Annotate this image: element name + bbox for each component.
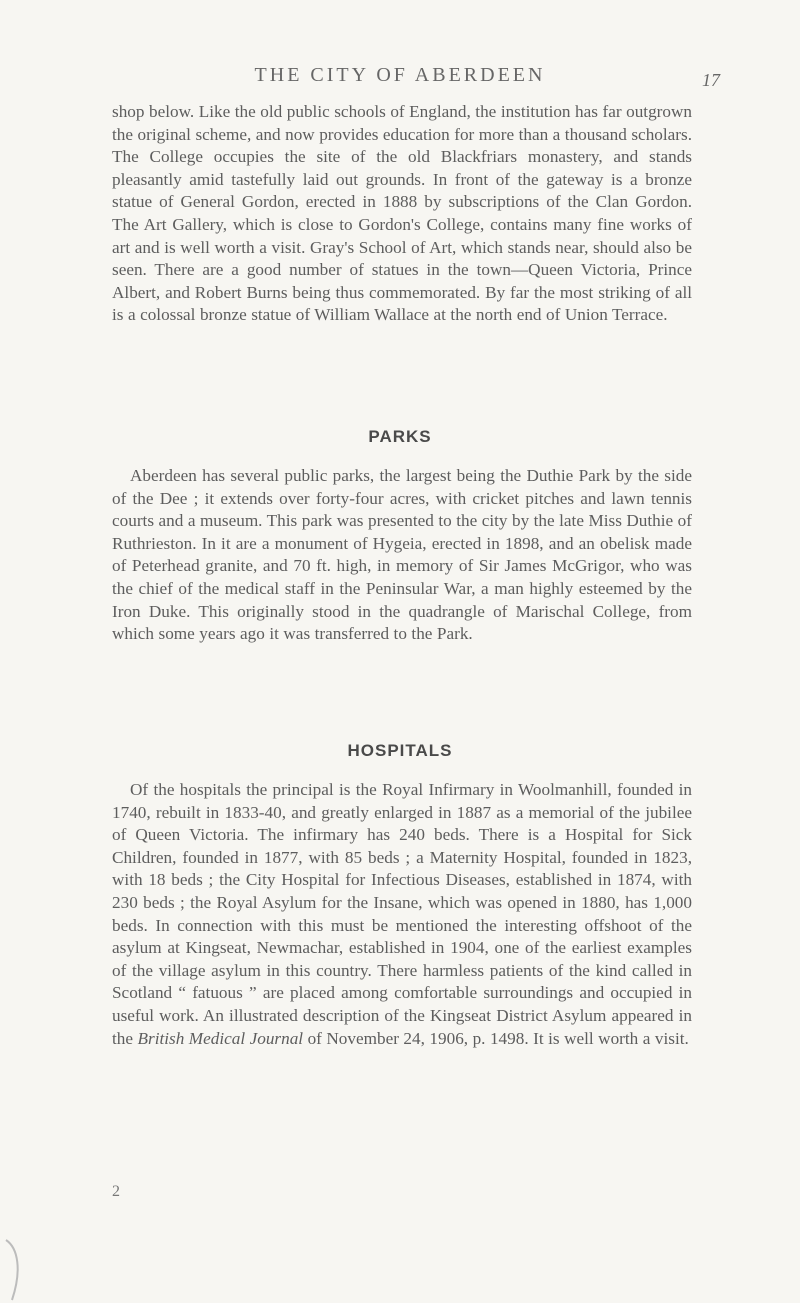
hospitals-heading: HOSPITALS xyxy=(347,741,453,760)
journal-title: British Medical Journal xyxy=(137,1028,304,1048)
hospitals-paragraph-end: of November 24, 1906, p. 1498. It is well worth a visit. xyxy=(303,1028,689,1048)
hospitals-text-block xyxy=(112,779,692,1050)
page-edge-mark xyxy=(0,1230,44,1303)
page-edge-stroke xyxy=(6,1240,18,1300)
page-number: 17 xyxy=(702,70,720,90)
intro-text-block xyxy=(112,101,692,327)
parks-paragraph: Aberdeen has several public parks, the largest being the Duthie Park by the side of the Dee ; it extends over forty-four acres, with cricket pitches and lawn tennis courts and a museum. This park was presented to the city by the late Miss Duthie of Ruthrieston. In it are a monument of Hygeia, erected in 1898, and an obelisk made of Peterhead granite, and 70 ft. high, in memory of Sir James McGrigor, who was the chief of the medical staff in the Peninsular War, a man highly esteemed by the Iron Duke. This originally stood in the quadrangle of Marischal College, from which some years ago it was transferred to the Park. xyxy=(112,466,692,644)
parks-heading: PARKS xyxy=(368,427,432,446)
running-head: THE CITY OF ABERDEEN xyxy=(254,64,546,86)
hospitals-paragraph xyxy=(112,779,692,1050)
intro-paragraph: shop below. Like the old public schools of England, the institution has far outgrown the original scheme, and now provides education for more than a thousand scholars. The College occupies the site of the old Blackfriars monastery, and stands pleasantly amid tastefully laid out grounds. In front of the gateway is a bronze statue of General Gordon, erected in 1888 by subscriptions of the Clan Gordon. The Art Gallery, which is close to Gordon's College, contains many fine works of art and is well worth a visit. Gray's School of Art, which stands near, should also be seen. There are a good number of statues in the town—Queen Victoria, Prince Albert, and Robert Burns being thus commemorated. By far the most striking of all is a colossal bronze statue of William Wallace at the north end of Union Terrace. xyxy=(112,102,692,325)
hospitals-paragraph-start: Of the hospitals the principal is the Royal Infirmary in Woolmanhill, founded in 1740, rebuilt in 1833-40, and greatly enlarged in 1887 as a memorial of the jubilee of Queen Victoria. The infirmary has 240 beds. There is a Hospital for Sick Children, founded in 1877, with 85 beds ; a Maternity Hospital, founded in 1823, with 18 beds ; the City Hospital for Infectious Diseases, established in 1874, with 230 beds ; the Royal Asylum for the Insane, which was opened in 1880, has 1,000 beds. In connection with this must be mentioned the interesting offshoot of the asylum at Kingseat, Newmachar, established in 1904, one of the earliest examples of the village asylum in this country. There harmless patients of the kind called in Scotland “ fatuous ” are placed among comfortable surroundings and occupied in useful work. An illustrated description of the Kingseat District Asylum appeared in the xyxy=(112,780,692,1048)
signature-mark: 2 xyxy=(112,1183,120,1200)
parks-text-block xyxy=(112,465,692,646)
